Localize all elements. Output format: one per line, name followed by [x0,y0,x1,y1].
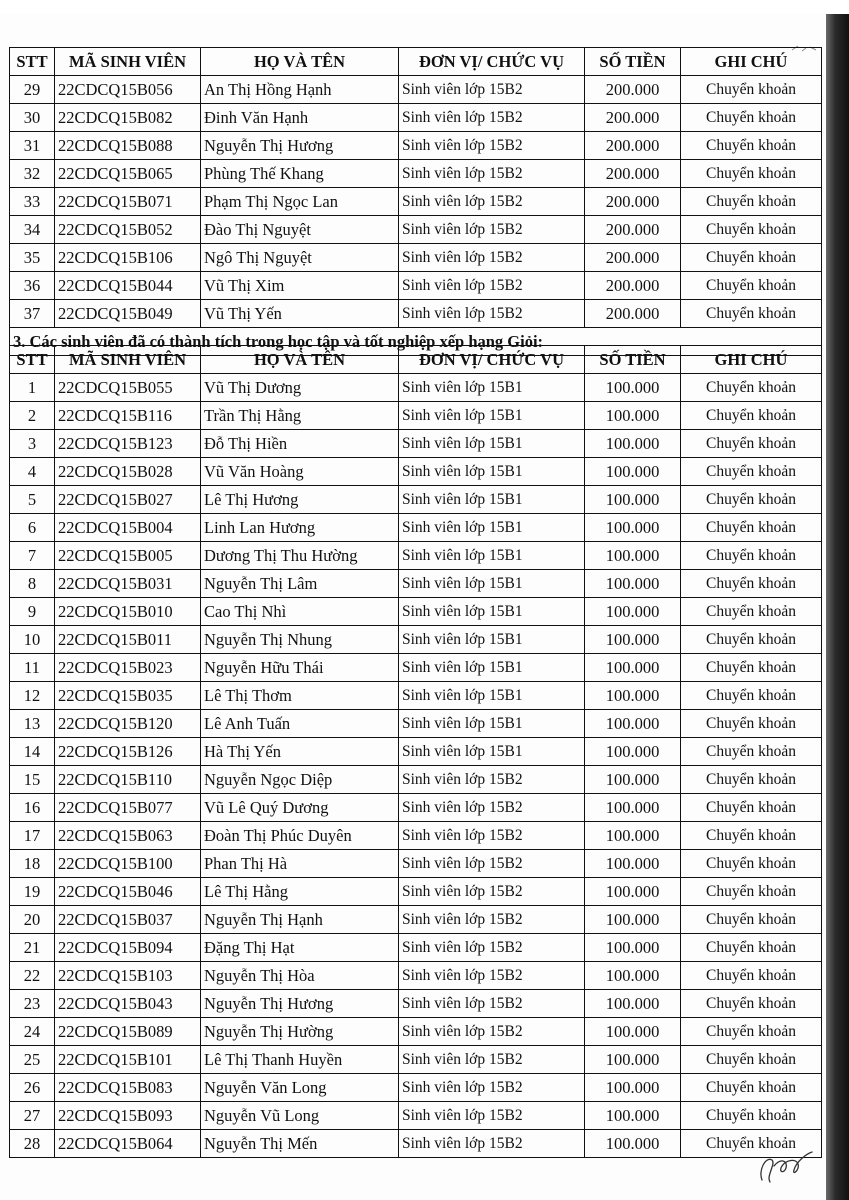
row-stt: 20 [10,906,55,934]
header-amount: SỐ TIỀN [585,346,681,374]
table-row [10,738,822,766]
row-note: Chuyển khoản [681,486,822,514]
row-note: Chuyển khoản [681,654,822,682]
row-amount: 100.000 [585,962,681,990]
row-note: Chuyển khoản [681,738,822,766]
row-note: Chuyển khoản [681,244,822,272]
row-full-name: Vũ Thị Yến [201,300,399,328]
row-student-id: 22CDCQ15B100 [55,850,201,878]
row-student-id: 22CDCQ15B056 [55,76,201,104]
row-student-id: 22CDCQ15B044 [55,272,201,300]
row-full-name: Nguyễn Thị Hòa [201,962,399,990]
row-stt: 12 [10,682,55,710]
row-stt: 3 [10,430,55,458]
row-note: Chuyển khoản [681,104,822,132]
row-note: Chuyển khoản [681,570,822,598]
header-full-name: HỌ VÀ TÊN [201,346,399,374]
row-full-name: Phan Thị Hà [201,850,399,878]
row-unit-position: Sinh viên lớp 15B2 [399,850,585,878]
row-note: Chuyển khoản [681,1018,822,1046]
row-unit-position: Sinh viên lớp 15B2 [399,794,585,822]
table-row [10,794,822,822]
table-row [10,374,822,402]
row-note: Chuyển khoản [681,76,822,104]
row-note: Chuyển khoản [681,430,822,458]
row-full-name: Nguyễn Ngọc Diệp [201,766,399,794]
row-amount: 100.000 [585,374,681,402]
table-row [10,962,822,990]
table-header-row [10,346,822,374]
scan-shadow-edge [826,14,849,1200]
section-3-title: 3. Các sinh viên đã có thành tích trong học tập và tốt nghiệp xếp hạng Giỏi: [10,328,822,356]
row-stt: 22 [10,962,55,990]
row-stt: 26 [10,1074,55,1102]
row-amount: 200.000 [585,272,681,300]
row-unit-position: Sinh viên lớp 15B1 [399,710,585,738]
row-student-id: 22CDCQ15B101 [55,1046,201,1074]
row-full-name: Nguyễn Thị Nhung [201,626,399,654]
row-stt: 9 [10,598,55,626]
row-unit-position: Sinh viên lớp 15B2 [399,104,585,132]
row-full-name: Lê Thị Hương [201,486,399,514]
row-unit-position: Sinh viên lớp 15B2 [399,1130,585,1158]
row-full-name: Nguyễn Hữu Thái [201,654,399,682]
row-full-name: Hà Thị Yến [201,738,399,766]
row-note: Chuyển khoản [681,1074,822,1102]
row-stt: 37 [10,300,55,328]
row-unit-position: Sinh viên lớp 15B2 [399,1046,585,1074]
row-unit-position: Sinh viên lớp 15B2 [399,188,585,216]
table-header-row [10,48,822,76]
row-full-name: Nguyễn Thị Mến [201,1130,399,1158]
row-note: Chuyển khoản [681,766,822,794]
row-amount: 100.000 [585,458,681,486]
row-note: Chuyển khoản [681,794,822,822]
table-row [10,850,822,878]
row-note: Chuyển khoản [681,272,822,300]
row-stt: 36 [10,272,55,300]
row-unit-position: Sinh viên lớp 15B2 [399,878,585,906]
row-student-id: 22CDCQ15B010 [55,598,201,626]
row-stt: 25 [10,1046,55,1074]
row-full-name: Lê Thị Thơm [201,682,399,710]
page-top-margin [0,0,849,14]
row-full-name: Vũ Lê Quý Dương [201,794,399,822]
excellent-graduates-table [9,345,822,1158]
row-stt: 13 [10,710,55,738]
table-row [10,878,822,906]
row-full-name: Đỗ Thị Hiền [201,430,399,458]
row-stt: 10 [10,626,55,654]
row-note: Chuyển khoản [681,402,822,430]
row-student-id: 22CDCQ15B035 [55,682,201,710]
row-student-id: 22CDCQ15B088 [55,132,201,160]
row-note: Chuyển khoản [681,1046,822,1074]
row-unit-position: Sinh viên lớp 15B1 [399,402,585,430]
row-amount: 200.000 [585,160,681,188]
row-note: Chuyển khoản [681,1102,822,1130]
row-student-id: 22CDCQ15B027 [55,486,201,514]
row-stt: 15 [10,766,55,794]
handwritten-signature [748,1142,818,1187]
row-unit-position: Sinh viên lớp 15B2 [399,990,585,1018]
row-stt: 6 [10,514,55,542]
row-amount: 100.000 [585,850,681,878]
row-stt: 8 [10,570,55,598]
table-row [10,1074,822,1102]
table-row [10,1018,822,1046]
row-stt: 11 [10,654,55,682]
row-stt: 33 [10,188,55,216]
row-full-name: Vũ Thị Dương [201,374,399,402]
row-student-id: 22CDCQ15B071 [55,188,201,216]
row-note: Chuyển khoản [681,598,822,626]
row-student-id: 22CDCQ15B052 [55,216,201,244]
row-full-name: Nguyễn Thị Hương [201,132,399,160]
row-unit-position: Sinh viên lớp 15B2 [399,1102,585,1130]
table-row [10,822,822,850]
row-unit-position: Sinh viên lớp 15B2 [399,906,585,934]
row-student-id: 22CDCQ15B049 [55,300,201,328]
table-row [10,272,822,300]
row-amount: 100.000 [585,654,681,682]
header-note: GHI CHÚ [681,346,822,374]
row-student-id: 22CDCQ15B110 [55,766,201,794]
row-unit-position: Sinh viên lớp 15B2 [399,244,585,272]
row-stt: 14 [10,738,55,766]
row-unit-position: Sinh viên lớp 15B1 [399,738,585,766]
table-row [10,132,822,160]
row-student-id: 22CDCQ15B120 [55,710,201,738]
row-student-id: 22CDCQ15B116 [55,402,201,430]
row-unit-position: Sinh viên lớp 15B1 [399,542,585,570]
row-note: Chuyển khoản [681,710,822,738]
row-amount: 100.000 [585,878,681,906]
row-amount: 100.000 [585,1046,681,1074]
table-row [10,216,822,244]
row-note: Chuyển khoản [681,160,822,188]
table-row [10,990,822,1018]
table-row [10,906,822,934]
row-unit-position: Sinh viên lớp 15B1 [399,374,585,402]
row-amount: 100.000 [585,766,681,794]
table-row [10,514,822,542]
row-amount: 200.000 [585,188,681,216]
table-row [10,626,822,654]
row-full-name: Nguyễn Thị Hường [201,1018,399,1046]
row-student-id: 22CDCQ15B064 [55,1130,201,1158]
table-row [10,300,822,328]
row-student-id: 22CDCQ15B093 [55,1102,201,1130]
row-student-id: 22CDCQ15B103 [55,962,201,990]
row-student-id: 22CDCQ15B123 [55,430,201,458]
row-stt: 31 [10,132,55,160]
row-student-id: 22CDCQ15B043 [55,990,201,1018]
row-amount: 100.000 [585,822,681,850]
row-note: Chuyển khoản [681,374,822,402]
row-full-name: Dương Thị Thu Hường [201,542,399,570]
table-row [10,402,822,430]
row-stt: 2 [10,402,55,430]
row-note: Chuyển khoản [681,458,822,486]
row-amount: 100.000 [585,1018,681,1046]
row-student-id: 22CDCQ15B005 [55,542,201,570]
row-note: Chuyển khoản [681,878,822,906]
row-student-id: 22CDCQ15B046 [55,878,201,906]
row-student-id: 22CDCQ15B004 [55,514,201,542]
row-stt: 17 [10,822,55,850]
row-note: Chuyển khoản [681,300,822,328]
row-unit-position: Sinh viên lớp 15B1 [399,598,585,626]
row-unit-position: Sinh viên lớp 15B1 [399,654,585,682]
row-amount: 100.000 [585,486,681,514]
table-row [10,598,822,626]
row-note: Chuyển khoản [681,216,822,244]
row-amount: 100.000 [585,710,681,738]
row-full-name: Ngô Thị Nguyệt [201,244,399,272]
row-stt: 32 [10,160,55,188]
row-full-name: Nguyễn Văn Long [201,1074,399,1102]
header-full-name: HỌ VÀ TÊN [201,48,399,76]
row-full-name: Trần Thị Hằng [201,402,399,430]
header-unit-position: ĐƠN VỊ/ CHỨC VỤ [399,346,585,374]
row-amount: 100.000 [585,430,681,458]
header-stt: STT [10,48,55,76]
row-amount: 200.000 [585,244,681,272]
row-student-id: 22CDCQ15B023 [55,654,201,682]
row-student-id: 22CDCQ15B094 [55,934,201,962]
row-student-id: 22CDCQ15B037 [55,906,201,934]
row-full-name: Đặng Thị Hạt [201,934,399,962]
row-full-name: Vũ Thị Xim [201,272,399,300]
row-note: Chuyển khoản [681,514,822,542]
row-amount: 100.000 [585,1074,681,1102]
table-row [10,458,822,486]
row-amount: 100.000 [585,906,681,934]
row-unit-position: Sinh viên lớp 15B1 [399,458,585,486]
row-student-id: 22CDCQ15B089 [55,1018,201,1046]
row-stt: 28 [10,1130,55,1158]
header-unit-position: ĐƠN VỊ/ CHỨC VỤ [399,48,585,76]
row-student-id: 22CDCQ15B011 [55,626,201,654]
header-student-id: MÃ SINH VIÊN [55,346,201,374]
row-amount: 200.000 [585,76,681,104]
header-stt: STT [10,346,55,374]
row-amount: 100.000 [585,570,681,598]
row-note: Chuyển khoản [681,906,822,934]
row-unit-position: Sinh viên lớp 15B2 [399,216,585,244]
row-stt: 23 [10,990,55,1018]
row-full-name: Đinh Văn Hạnh [201,104,399,132]
row-amount: 200.000 [585,104,681,132]
table-row [10,934,822,962]
row-amount: 100.000 [585,626,681,654]
row-amount: 100.000 [585,1130,681,1158]
row-full-name: Lê Anh Tuấn [201,710,399,738]
row-full-name: An Thị Hồng Hạnh [201,76,399,104]
row-amount: 100.000 [585,598,681,626]
row-note: Chuyển khoản [681,132,822,160]
row-stt: 34 [10,216,55,244]
row-note: Chuyển khoản [681,962,822,990]
row-unit-position: Sinh viên lớp 15B2 [399,962,585,990]
row-student-id: 22CDCQ15B065 [55,160,201,188]
row-amount: 200.000 [585,132,681,160]
row-student-id: 22CDCQ15B082 [55,104,201,132]
row-amount: 200.000 [585,216,681,244]
table-row [10,430,822,458]
row-student-id: 22CDCQ15B028 [55,458,201,486]
row-unit-position: Sinh viên lớp 15B2 [399,300,585,328]
table-row [10,160,822,188]
row-student-id: 22CDCQ15B063 [55,822,201,850]
row-student-id: 22CDCQ15B126 [55,738,201,766]
table-row [10,766,822,794]
row-note: Chuyển khoản [681,188,822,216]
table-row [10,1130,822,1158]
row-stt: 18 [10,850,55,878]
row-stt: 27 [10,1102,55,1130]
row-amount: 200.000 [585,300,681,328]
row-stt: 24 [10,1018,55,1046]
table-row [10,1102,822,1130]
row-amount: 100.000 [585,542,681,570]
row-note: Chuyển khoản [681,1130,822,1158]
row-unit-position: Sinh viên lớp 15B1 [399,570,585,598]
row-note: Chuyển khoản [681,822,822,850]
row-full-name: Nguyễn Thị Hạnh [201,906,399,934]
row-note: Chuyển khoản [681,990,822,1018]
row-amount: 100.000 [585,682,681,710]
row-stt: 1 [10,374,55,402]
row-amount: 100.000 [585,402,681,430]
row-unit-position: Sinh viên lớp 15B2 [399,1074,585,1102]
row-stt: 30 [10,104,55,132]
row-unit-position: Sinh viên lớp 15B2 [399,822,585,850]
row-full-name: Nguyễn Thị Lâm [201,570,399,598]
row-amount: 100.000 [585,514,681,542]
row-stt: 35 [10,244,55,272]
row-stt: 19 [10,878,55,906]
row-student-id: 22CDCQ15B083 [55,1074,201,1102]
row-unit-position: Sinh viên lớp 15B2 [399,1018,585,1046]
row-stt: 21 [10,934,55,962]
row-full-name: Lê Thị Hằng [201,878,399,906]
row-full-name: Phạm Thị Ngọc Lan [201,188,399,216]
header-note: GHI CHÚ [681,48,822,76]
row-unit-position: Sinh viên lớp 15B1 [399,682,585,710]
row-unit-position: Sinh viên lớp 15B2 [399,766,585,794]
row-full-name: Linh Lan Hương [201,514,399,542]
row-stt: 4 [10,458,55,486]
row-note: Chuyển khoản [681,850,822,878]
row-stt: 7 [10,542,55,570]
row-unit-position: Sinh viên lớp 15B2 [399,132,585,160]
row-full-name: Lê Thị Thanh Huyền [201,1046,399,1074]
table-row [10,542,822,570]
row-full-name: Nguyễn Vũ Long [201,1102,399,1130]
header-amount: SỐ TIỀN [585,48,681,76]
row-unit-position: Sinh viên lớp 15B1 [399,486,585,514]
table-row [10,104,822,132]
row-full-name: Đào Thị Nguyệt [201,216,399,244]
row-amount: 100.000 [585,990,681,1018]
row-unit-position: Sinh viên lớp 15B1 [399,430,585,458]
row-full-name: Đoàn Thị Phúc Duyên [201,822,399,850]
table-row [10,188,822,216]
row-full-name: Cao Thị Nhì [201,598,399,626]
row-unit-position: Sinh viên lớp 15B1 [399,514,585,542]
row-unit-position: Sinh viên lớp 15B1 [399,626,585,654]
row-full-name: Nguyễn Thị Hương [201,990,399,1018]
row-unit-position: Sinh viên lớp 15B2 [399,272,585,300]
row-amount: 100.000 [585,794,681,822]
row-stt: 5 [10,486,55,514]
row-unit-position: Sinh viên lớp 15B2 [399,160,585,188]
row-note: Chuyển khoản [681,626,822,654]
row-unit-position: Sinh viên lớp 15B2 [399,76,585,104]
table-row [10,486,822,514]
row-student-id: 22CDCQ15B031 [55,570,201,598]
table-row [10,682,822,710]
table-row [10,654,822,682]
row-student-id: 22CDCQ15B106 [55,244,201,272]
table-row [10,244,822,272]
row-full-name: Vũ Văn Hoàng [201,458,399,486]
row-student-id: 22CDCQ15B055 [55,374,201,402]
row-amount: 100.000 [585,738,681,766]
row-full-name: Phùng Thế Khang [201,160,399,188]
table-row [10,710,822,738]
table-row [10,76,822,104]
table-row [10,570,822,598]
row-stt: 29 [10,76,55,104]
header-student-id: MÃ SINH VIÊN [55,48,201,76]
table-row [10,1046,822,1074]
row-note: Chuyển khoản [681,934,822,962]
row-amount: 100.000 [585,934,681,962]
row-stt: 16 [10,794,55,822]
row-note: Chuyển khoản [681,542,822,570]
row-note: Chuyển khoản [681,682,822,710]
row-unit-position: Sinh viên lớp 15B2 [399,934,585,962]
row-amount: 100.000 [585,1102,681,1130]
row-student-id: 22CDCQ15B077 [55,794,201,822]
scholarship-table-continued [9,47,822,356]
